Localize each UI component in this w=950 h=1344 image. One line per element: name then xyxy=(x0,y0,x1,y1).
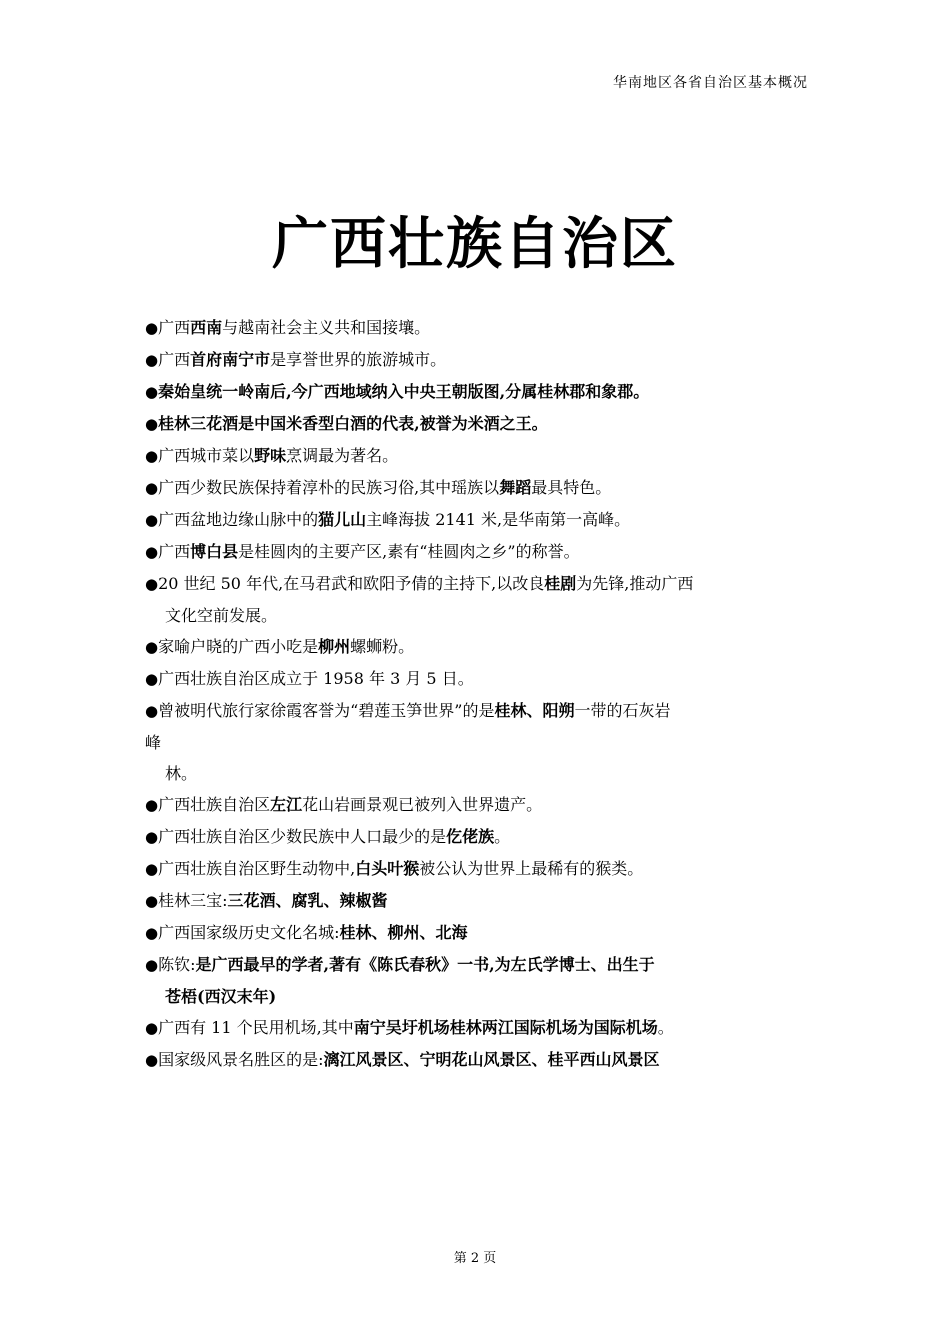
text: 广西 xyxy=(158,318,191,337)
text: 广西壮族自治区 xyxy=(158,795,271,814)
list-item-continuation xyxy=(145,727,810,758)
list-item xyxy=(145,1012,810,1044)
bold-text: 秦始皇统一岭南后,今广西地域纳入中央王朝版图,分属桂林郡和象郡。 xyxy=(158,382,650,401)
list-item xyxy=(145,821,810,853)
bold-text: 白头叶猴 xyxy=(355,859,420,878)
text: 峰 xyxy=(145,733,162,752)
text: 林。 xyxy=(165,764,198,783)
list-item xyxy=(145,376,810,408)
text: 广西城市菜以 xyxy=(158,446,255,465)
list-item-continuation xyxy=(145,600,810,631)
bullet-icon: ● xyxy=(145,575,159,593)
bold-text: 博白县 xyxy=(190,542,239,561)
text: 广西国家级历史文化名城: xyxy=(158,923,340,942)
bullet-icon: ● xyxy=(145,447,159,465)
text: 是享誉世界的旅游城市。 xyxy=(270,350,447,369)
text: 广西盆地边缘山脉中的 xyxy=(158,510,319,529)
text: 桂林三宝: xyxy=(158,891,228,910)
bold-text: 舞蹈 xyxy=(499,478,532,497)
bullet-icon: ● xyxy=(145,1051,159,1069)
bullet-icon: ● xyxy=(145,924,159,942)
text: 为先锋,推动广西 xyxy=(576,574,694,593)
text: 广西壮族自治区少数民族中人口最少的是 xyxy=(158,827,447,846)
bullet-icon: ● xyxy=(145,956,159,974)
bold-text: 猫儿山 xyxy=(318,510,367,529)
document-title: 广西壮族自治区 xyxy=(272,211,678,277)
fact-list xyxy=(145,312,810,1076)
bullet-icon: ● xyxy=(145,351,159,369)
list-item xyxy=(145,631,810,663)
text: 。 xyxy=(494,827,511,846)
list-item xyxy=(145,949,810,1012)
bullet-icon: ● xyxy=(145,383,159,401)
text: 文化空前发展。 xyxy=(165,606,278,625)
text: 广西 xyxy=(158,350,191,369)
list-item xyxy=(145,853,810,885)
bold-text: 苍梧(西汉末年) xyxy=(165,987,277,1006)
text: 花山岩画景观已被列入世界遗产。 xyxy=(302,795,543,814)
list-item-continuation xyxy=(145,981,810,1012)
bullet-icon: ● xyxy=(145,415,159,433)
bold-text: 桂林三花酒是中国米香型白酒的代表,被誉为米酒之王。 xyxy=(158,414,548,433)
bold-text: 是广西最早的学者,著有《陈氏春秋》一书,为左氏学博士、出生于 xyxy=(195,955,655,974)
list-item xyxy=(145,472,810,504)
text: 广西有 11 个民用机场,其中 xyxy=(158,1018,354,1037)
text: 螺蛳粉。 xyxy=(350,637,415,656)
bullet-icon: ● xyxy=(145,479,159,497)
text: 是桂圆肉的主要产区,素有“桂圆肉之乡”的称誉。 xyxy=(238,542,580,561)
list-item xyxy=(145,568,810,631)
text: 家喻户晓的广西小吃是 xyxy=(158,637,319,656)
bold-text: 漓江风景区、宁明花山风景区、桂平西山风景区 xyxy=(323,1050,660,1069)
text: 20 世纪 50 年代,在马君武和欧阳予倩的主持下,以改良 xyxy=(158,574,545,593)
bullet-icon: ● xyxy=(145,860,159,878)
list-item-continuation xyxy=(145,758,810,789)
list-item xyxy=(145,695,810,789)
list-item xyxy=(145,885,810,917)
text: 最具特色。 xyxy=(531,478,612,497)
text: 国家级风景名胜区的是: xyxy=(158,1050,324,1069)
bold-text: 桂林、柳州、北海 xyxy=(339,923,468,942)
list-item xyxy=(145,1044,810,1076)
page-number: 第 2 页 xyxy=(453,1251,497,1266)
list-item xyxy=(145,408,810,440)
bullet-icon: ● xyxy=(145,1019,159,1037)
list-item xyxy=(145,663,810,695)
bullet-icon: ● xyxy=(145,892,159,910)
list-item xyxy=(145,504,810,536)
text: 广西 xyxy=(158,542,191,561)
text: 被公认为世界上最稀有的猴类。 xyxy=(419,859,644,878)
bold-text: 桂林、阳朔 xyxy=(494,701,575,720)
bold-text: 南宁吴圩机场桂林两江国际机场为国际机场 xyxy=(353,1018,658,1037)
list-item xyxy=(145,344,810,376)
text: 曾被明代旅行家徐霞客誉为“碧莲玉笋世界”的是 xyxy=(158,701,495,720)
bold-text: 仡佬族 xyxy=(446,827,495,846)
text: 与越南社会主义共和国接壤。 xyxy=(222,318,431,337)
bold-text: 野味 xyxy=(254,446,287,465)
bold-text: 三花酒、腐乳、辣椒酱 xyxy=(227,891,388,910)
text: 陈钦: xyxy=(158,955,196,974)
text: 烹调最为著名。 xyxy=(286,446,399,465)
bold-text: 桂剧 xyxy=(544,574,577,593)
list-item xyxy=(145,440,810,472)
bullet-icon: ● xyxy=(145,543,159,561)
list-item xyxy=(145,536,810,568)
text: 。 xyxy=(657,1018,674,1037)
bullet-icon: ● xyxy=(145,511,159,529)
bullet-icon: ● xyxy=(145,702,159,720)
bullet-icon: ● xyxy=(145,828,159,846)
text: 广西少数民族保持着淳朴的民族习俗,其中瑶族以 xyxy=(158,478,500,497)
text: 广西壮族自治区野生动物中, xyxy=(158,859,356,878)
text: 广西壮族自治区成立于 1958 年 3 月 5 日。 xyxy=(158,669,474,688)
bold-text: 首府南宁市 xyxy=(190,350,271,369)
list-item xyxy=(145,312,810,344)
bold-text: 左江 xyxy=(270,795,303,814)
text: 一带的石灰岩 xyxy=(574,701,671,720)
bullet-icon: ● xyxy=(145,638,159,656)
bullet-icon: ● xyxy=(145,319,159,337)
page-header: 华南地区各省自治区基本概况 xyxy=(613,75,808,91)
list-item xyxy=(145,789,810,821)
bold-text: 西南 xyxy=(190,318,223,337)
bullet-icon: ● xyxy=(145,796,159,814)
text: 主峰海拔 2141 米,是华南第一高峰。 xyxy=(366,510,631,529)
list-item xyxy=(145,917,810,949)
bold-text: 柳州 xyxy=(318,637,351,656)
bullet-icon: ● xyxy=(145,670,159,688)
